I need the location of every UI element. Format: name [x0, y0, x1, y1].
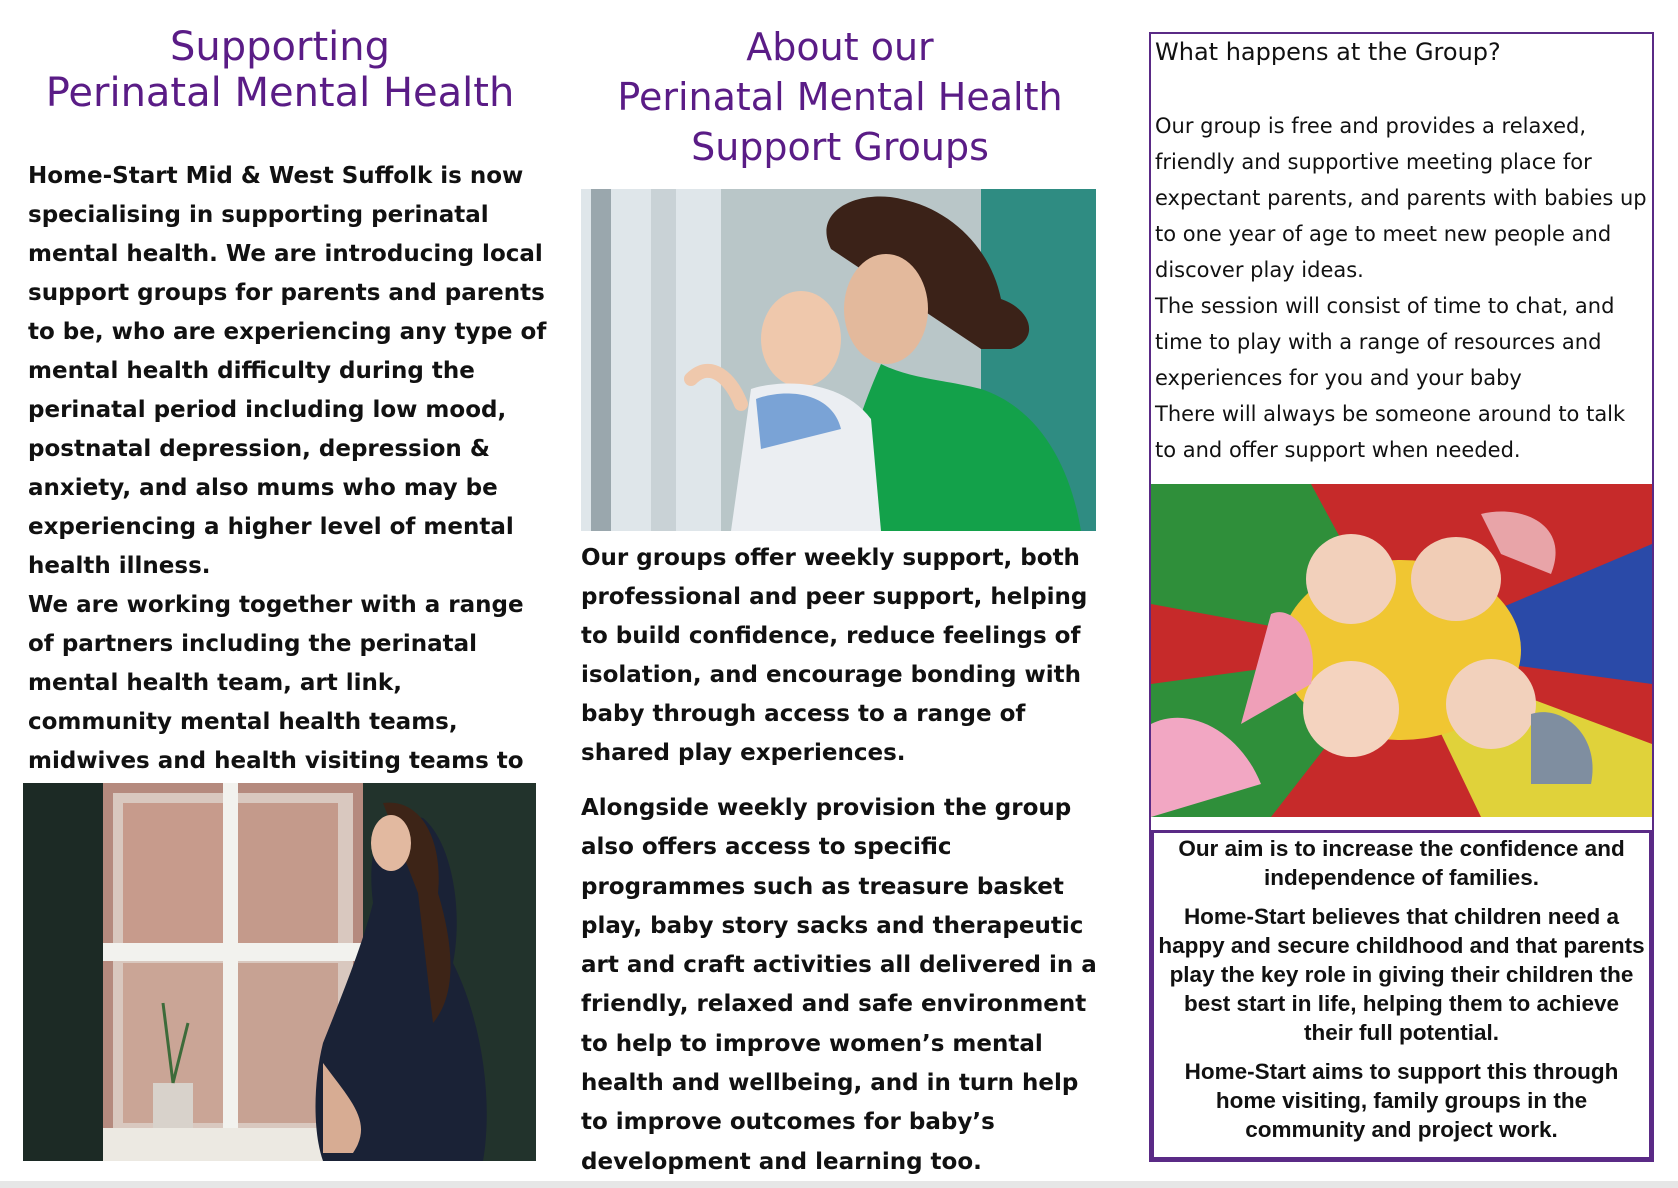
- left-paragraph-2: We are working together with a range of partners including the perinatal mental health team, art link, community mental health teams, midwives and health visiting teams to: [28, 592, 524, 774]
- middle-paragraph-2: Alongside weekly provision the group also offers access to specific programmes such as treasure basket play, baby story sacks and therapeutic art and craft activities all delivered in a friendly, relaxed and safe environment to help to improve women’s mental health and wellbeing, and in turn help to improve outcomes for baby’s development and learning too.: [581, 795, 1097, 1175]
- left-title-line1: Supporting: [170, 24, 390, 70]
- left-panel-body: [28, 157, 548, 820]
- middle-title-line2: Perinatal Mental Health: [617, 75, 1063, 119]
- aim-paragraph-2: Home-Start believes that children need a happy and secure childhood and that parents play the key role in giving their children the best start in life, helping them to achieve their full potential.: [1158, 904, 1645, 1045]
- right-paragraph-3: There will always be someone around to talk to and offer support when needed.: [1155, 402, 1626, 462]
- right-paragraph-2: The session will consist of time to chat, and time to play with a range of resources and experiences for you and your baby: [1155, 294, 1615, 390]
- middle-panel-title: [575, 22, 1105, 172]
- right-panel-body: [1155, 108, 1650, 468]
- left-title-line2: Perinatal Mental Health: [45, 70, 515, 116]
- middle-title-line3: Support Groups: [691, 125, 989, 169]
- babies-on-playmat-photo: [1151, 484, 1652, 817]
- page-bottom-edge: [0, 1181, 1678, 1188]
- left-paragraph-1: Home-Start Mid & West Suffolk is now specialising in supporting perinatal mental health. We are introducing local support groups for parents and parents to be, who are experiencing any type of mental health difficulty during the perinatal period including low mood, postnatal depression, depression & anxiety, and also mums who may be experiencing a higher level of mental health illness.: [28, 163, 547, 579]
- aim-paragraph-1: Our aim is to increase the confidence and independence of families.: [1178, 836, 1625, 890]
- aim-paragraph-3: Home-Start aims to support this through home visiting, family groups in the community and project work.: [1184, 1059, 1619, 1142]
- middle-title-line1: About our: [746, 25, 934, 69]
- middle-paragraph-1: Our groups offer weekly support, both professional and peer support, helping to build confidence, reduce feelings of isolation, and encourage bonding with baby through access to a range of shared play experiences.: [581, 545, 1088, 766]
- aim-box: [1157, 834, 1646, 1154]
- left-panel-title: [40, 24, 520, 116]
- mother-and-baby-window-photo: [581, 189, 1096, 531]
- pregnant-woman-window-photo: [23, 783, 536, 1161]
- right-panel-title: What happens at the Group?: [1155, 38, 1501, 66]
- right-paragraph-1: Our group is free and provides a relaxed, friendly and supportive meeting place for expectant parents, and parents with babies up to one year of age to meet new people and discover play ideas.: [1155, 114, 1647, 282]
